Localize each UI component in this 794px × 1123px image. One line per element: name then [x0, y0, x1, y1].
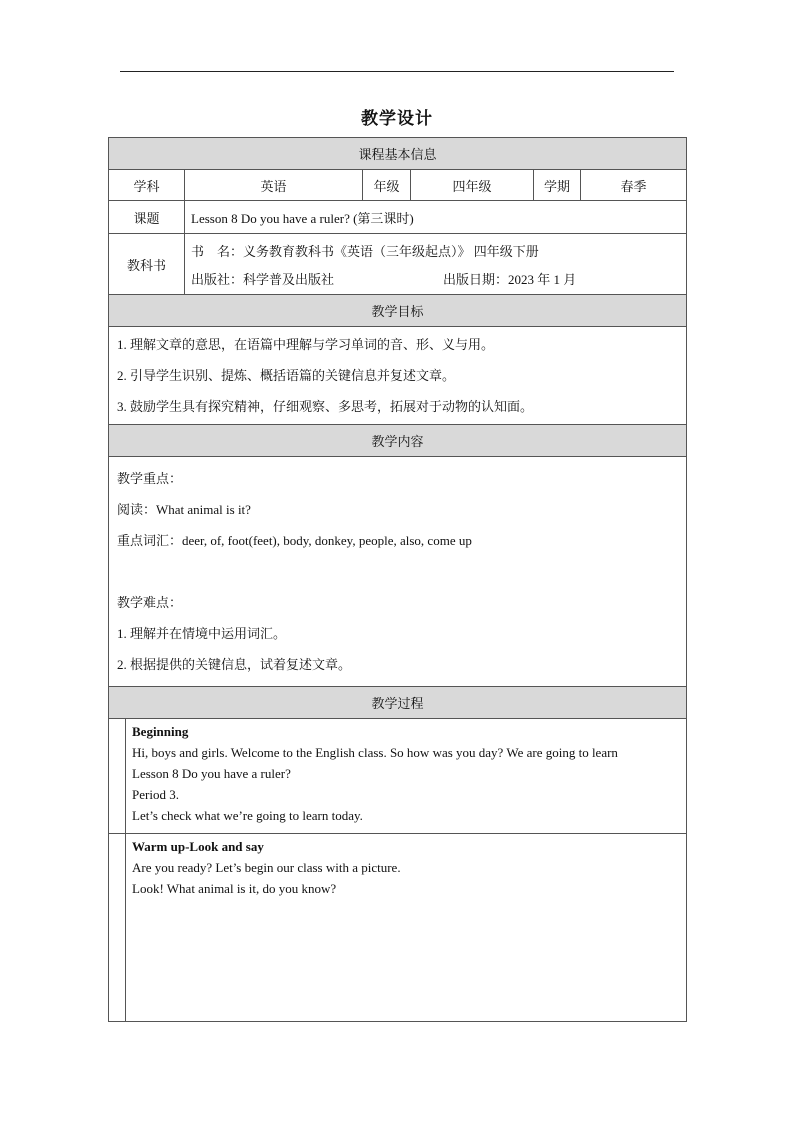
book-name-line — [185, 236, 686, 264]
objective-item: 3. 鼓励学生具有探究精神，仔细观察、多思考，拓展对于动物的认知面。 — [117, 399, 534, 414]
term-label: 学期 — [534, 170, 581, 201]
header-rule — [120, 71, 674, 72]
process-line: Lesson 8 Do you have a ruler? — [132, 766, 291, 781]
reading-text: 阅读：What animal is it? — [117, 502, 251, 517]
process-line: Look! What animal is it, do you know? — [132, 881, 337, 896]
topic-label: 课题 — [109, 201, 185, 234]
publisher-line — [185, 264, 686, 292]
process-line: Are you ready? Let’s begin our class with a picture. — [132, 860, 401, 875]
document-title: 教学设计 — [361, 109, 433, 128]
pub-date-value: 2023 年 1 月 — [508, 271, 577, 287]
objectives-header: 教学目标 — [109, 295, 687, 327]
subject-label: 学科 — [109, 170, 185, 201]
grade-label: 年级 — [363, 170, 411, 201]
publisher-value: 科学普及出版社 — [243, 271, 335, 287]
process-margin — [109, 719, 126, 834]
book-name-value: 义务教育教科书《英语（三年级起点）》 四年级下册 — [243, 243, 539, 259]
lesson-plan-table — [108, 137, 687, 1022]
vocabulary-text: 重点词汇：deer, of, foot(feet), body, donkey, people, also, come up — [117, 533, 472, 548]
process-margin — [109, 834, 126, 1022]
process-line: Let’s check what we’re going to learn today. — [132, 808, 363, 823]
basic-info-header: 课程基本信息 — [109, 138, 687, 170]
objective-item: 1. 理解文章的意思，在语篇中理解与学习单词的音、形、义与用。 — [117, 337, 495, 352]
content-body — [109, 457, 687, 687]
difficulties-label: 教学难点： — [117, 595, 183, 610]
process-block-warmup — [126, 834, 687, 1022]
publisher-label: 出版社： — [191, 271, 244, 287]
process-block-beginning — [126, 719, 687, 834]
key-points-label: 教学重点： — [117, 471, 183, 486]
process-heading: Warm up-Look and say — [132, 839, 264, 854]
difficulty-item: 1. 理解并在情境中运用词汇。 — [117, 626, 287, 641]
process-heading: Beginning — [132, 724, 189, 739]
subject-value: 英语 — [185, 170, 363, 201]
grade-value: 四年级 — [411, 170, 534, 201]
term-value: 春季 — [581, 170, 687, 201]
content-header: 教学内容 — [109, 425, 687, 457]
objective-item: 2. 引导学生识别、提炼、概括语篇的关键信息并复述文章。 — [117, 368, 456, 383]
book-name-label: 书 名： — [191, 243, 244, 259]
process-line: Period 3. — [132, 787, 179, 802]
textbook-label: 教科书 — [109, 234, 185, 295]
objectives-list — [109, 327, 687, 425]
process-header: 教学过程 — [109, 687, 687, 719]
difficulty-item: 2. 根据提供的关键信息，试着复述文章。 — [117, 657, 352, 672]
process-line: Hi, boys and girls. Welcome to the English class. So how was you day? We are going to learn — [132, 745, 618, 760]
topic-value: Lesson 8 Do you have a ruler? (第三课时) — [185, 201, 687, 234]
pub-date-label: 出版日期： — [443, 271, 509, 287]
textbook-info — [185, 234, 687, 295]
